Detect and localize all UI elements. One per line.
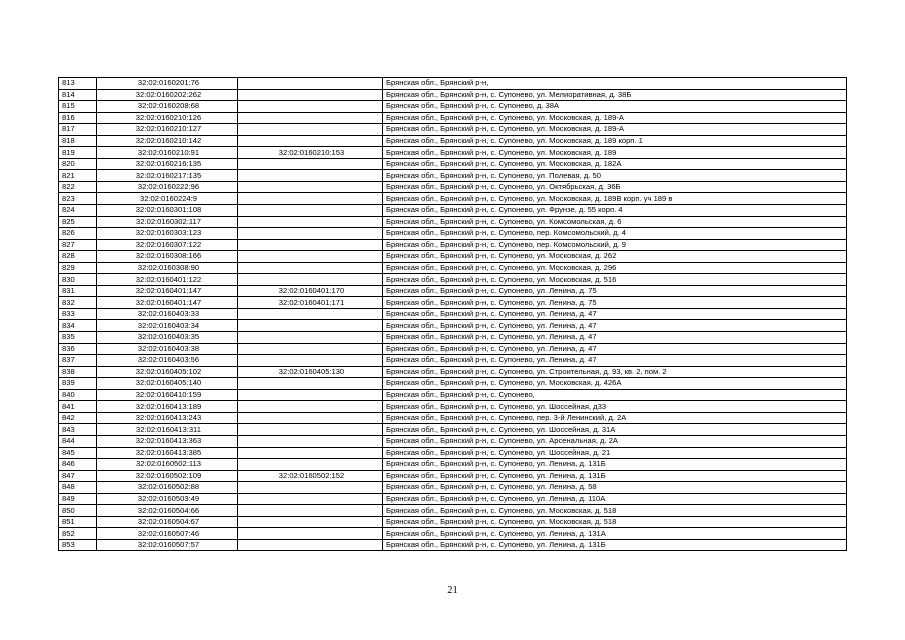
linked-cadastral-number-cell [238,101,383,113]
row-number-cell: 813 [59,78,97,90]
table-row [59,470,847,482]
table-row [59,378,847,390]
linked-cadastral-number-cell [238,216,383,228]
table-row [59,493,847,505]
table-row [59,297,847,309]
table-row [59,343,847,355]
table-row [59,274,847,286]
linked-cadastral-number-cell [238,528,383,540]
row-number-cell: 824 [59,205,97,217]
cadastral-number-cell: 32:02:0160403:33 [97,308,238,320]
cadastral-number-cell: 32:02:0160210:142 [97,135,238,147]
row-number-cell: 834 [59,320,97,332]
cadastral-number-cell: 32:02:0160210:91 [97,147,238,159]
row-number-cell: 816 [59,112,97,124]
linked-cadastral-number-cell [238,308,383,320]
address-cell: Брянская обл., Брянский р-н, с. Супонево, ул. Ленина, д. 131Б [383,470,847,482]
address-cell: Брянская обл., Брянский р-н, с. Супонево, ул. Ленина, д. 47 [383,308,847,320]
cadastral-number-cell: 32:02:0160502:109 [97,470,238,482]
table-row [59,412,847,424]
table-row [59,320,847,332]
linked-cadastral-number-cell [238,378,383,390]
row-number-cell: 842 [59,412,97,424]
cadastral-number-cell: 32:02:0160308:166 [97,251,238,263]
linked-cadastral-number-cell [238,274,383,286]
address-cell: Брянская обл., Брянский р-н, с. Супонево, пер. Комсомольский, д. 9 [383,239,847,251]
linked-cadastral-number-cell [238,181,383,193]
linked-cadastral-number-cell [238,239,383,251]
address-cell: Брянская обл., Брянский р-н, с. Супонево, ул. Ленина, д. 131Б [383,539,847,551]
cadastral-number-cell: 32:02:0160504:66 [97,505,238,517]
cadastral-number-cell: 32:02:0160502:113 [97,459,238,471]
linked-cadastral-number-cell [238,135,383,147]
table-row [59,435,847,447]
row-number-cell: 823 [59,193,97,205]
cadastral-number-cell: 32:02:0160413:243 [97,412,238,424]
linked-cadastral-number-cell [238,205,383,217]
row-number-cell: 827 [59,239,97,251]
linked-cadastral-number-cell: 32:02:0160401:170 [238,285,383,297]
row-number-cell: 836 [59,343,97,355]
linked-cadastral-number-cell: 32:02:0160401:171 [238,297,383,309]
table-row [59,528,847,540]
address-cell: Брянская обл., Брянский р-н, с. Супонево, ул. Московская, д. 262 [383,251,847,263]
linked-cadastral-number-cell [238,320,383,332]
cadastral-number-cell: 32:02:0160210:126 [97,112,238,124]
address-cell: Брянская обл., Брянский р-н, с. Супонево, [383,389,847,401]
table-row [59,285,847,297]
table-row [59,239,847,251]
table-row [59,516,847,528]
table-row [59,389,847,401]
property-registry-table [58,77,847,551]
cadastral-number-cell: 32:02:0160216:135 [97,158,238,170]
cadastral-number-cell: 32:02:0160224:9 [97,193,238,205]
address-cell: Брянская обл., Брянский р-н, с. Супонево, ул. Арсенальная, д. 2А [383,435,847,447]
address-cell: Брянская обл., Брянский р-н, с. Супонево, ул. Ленина, д. 47 [383,343,847,355]
row-number-cell: 814 [59,89,97,101]
linked-cadastral-number-cell [238,389,383,401]
linked-cadastral-number-cell [238,251,383,263]
row-number-cell: 853 [59,539,97,551]
address-cell: Брянская обл., Брянский р-н, с. Супонево, ул. Московская, д. 518 [383,516,847,528]
table-row [59,366,847,378]
cadastral-number-cell: 32:02:0160208:68 [97,101,238,113]
linked-cadastral-number-cell [238,516,383,528]
row-number-cell: 843 [59,424,97,436]
cadastral-number-cell: 32:02:0160504:67 [97,516,238,528]
table-row [59,193,847,205]
address-cell: Брянская обл., Брянский р-н, с. Супонево, ул. Московская, д. 296 [383,262,847,274]
row-number-cell: 833 [59,308,97,320]
linked-cadastral-number-cell [238,493,383,505]
linked-cadastral-number-cell [238,447,383,459]
linked-cadastral-number-cell [238,539,383,551]
row-number-cell: 846 [59,459,97,471]
row-number-cell: 826 [59,228,97,240]
table-row [59,424,847,436]
row-number-cell: 840 [59,389,97,401]
address-cell: Брянская обл., Брянский р-н, с. Супонево, ул. Ленина, д. 58 [383,482,847,494]
linked-cadastral-number-cell [238,412,383,424]
cadastral-number-cell: 32:02:0160401:122 [97,274,238,286]
linked-cadastral-number-cell [238,355,383,367]
table-row [59,158,847,170]
address-cell: Брянская обл., Брянский р-н, с. Супонево, ул. Московская, д. 426А [383,378,847,390]
linked-cadastral-number-cell [238,435,383,447]
address-cell: Брянская обл., Брянский р-н, с. Супонево, ул. Московская, д. 189-А [383,112,847,124]
cadastral-number-cell: 32:02:0160217:135 [97,170,238,182]
row-number-cell: 831 [59,285,97,297]
address-cell: Брянская обл., Брянский р-н, с. Супонево, ул. Ленина, д. 131А [383,528,847,540]
cadastral-number-cell: 32:02:0160405:102 [97,366,238,378]
row-number-cell: 819 [59,147,97,159]
table-row [59,216,847,228]
cadastral-number-cell: 32:02:0160303:123 [97,228,238,240]
row-number-cell: 851 [59,516,97,528]
linked-cadastral-number-cell [238,505,383,517]
table-row [59,308,847,320]
cadastral-number-cell: 32:02:0160405:140 [97,378,238,390]
linked-cadastral-number-cell [238,343,383,355]
cadastral-number-cell: 32:02:0160507:57 [97,539,238,551]
linked-cadastral-number-cell [238,112,383,124]
table-row [59,355,847,367]
cadastral-number-cell: 32:02:0160210:127 [97,124,238,136]
cadastral-number-cell: 32:02:0160308:90 [97,262,238,274]
row-number-cell: 817 [59,124,97,136]
linked-cadastral-number-cell [238,193,383,205]
table-row [59,205,847,217]
page-number: 21 [447,585,458,596]
row-number-cell: 832 [59,297,97,309]
row-number-cell: 837 [59,355,97,367]
address-cell: Брянская обл., Брянский р-н, с. Супонево, ул. Московская, д. 189 корп. 1 [383,135,847,147]
row-number-cell: 815 [59,101,97,113]
address-cell: Брянская обл., Брянский р-н, с. Супонево, ул. Фрунзе, д. 55 корп. 4 [383,205,847,217]
address-cell: Брянская обл., Брянский р-н, с. Супонево, ул. Московская, д. 189-А [383,124,847,136]
row-number-cell: 821 [59,170,97,182]
table-row [59,135,847,147]
linked-cadastral-number-cell [238,482,383,494]
row-number-cell: 841 [59,401,97,413]
address-cell: Брянская обл., Брянский р-н, с. Супонево, пер. Комсомольский, д. 4 [383,228,847,240]
address-cell: Брянская обл., Брянский р-н, с. Супонево, ул. Мелиоративная, д. 38Б [383,89,847,101]
cadastral-number-cell: 32:02:0160502:88 [97,482,238,494]
address-cell: Брянская обл., Брянский р-н, с. Супонево, ул. Октябрьская, д. 36Б [383,181,847,193]
row-number-cell: 825 [59,216,97,228]
address-cell: Брянская обл., Брянский р-н, с. Супонево, ул. Ленина, д. 110А [383,493,847,505]
table-row [59,459,847,471]
cadastral-number-cell: 32:02:0160503:49 [97,493,238,505]
cadastral-number-cell: 32:02:0160403:35 [97,332,238,344]
cadastral-number-cell: 32:02:0160413:311 [97,424,238,436]
address-cell: Брянская обл., Брянский р-н, с. Супонево, ул. Шоссейная, д. 21 [383,447,847,459]
linked-cadastral-number-cell [238,89,383,101]
cadastral-number-cell: 32:02:0160413:385 [97,447,238,459]
cadastral-number-cell: 32:02:0160413:189 [97,401,238,413]
row-number-cell: 850 [59,505,97,517]
row-number-cell: 830 [59,274,97,286]
cadastral-number-cell: 32:02:0160403:38 [97,343,238,355]
linked-cadastral-number-cell [238,332,383,344]
linked-cadastral-number-cell [238,124,383,136]
table-row [59,78,847,90]
table-row [59,89,847,101]
address-cell: Брянская обл., Брянский р-н, с. Супонево, ул. Ленина, д. 75 [383,285,847,297]
address-cell: Брянская обл., Брянский р-н, с. Супонево, пер. 3-й Ленинский, д. 2А [383,412,847,424]
cadastral-number-cell: 32:02:0160401:147 [97,297,238,309]
cadastral-number-cell: 32:02:0160403:34 [97,320,238,332]
row-number-cell: 849 [59,493,97,505]
address-cell: Брянская обл., Брянский р-н, с. Супонево, ул. Шоссейная, д. 31А [383,424,847,436]
row-number-cell: 829 [59,262,97,274]
table-row [59,147,847,159]
linked-cadastral-number-cell [238,459,383,471]
table-row [59,170,847,182]
row-number-cell: 844 [59,435,97,447]
address-cell: Брянская обл., Брянский р-н, с. Супонево, ул. Московская, д. 189В корп. уч 189 в [383,193,847,205]
address-cell: Брянская обл., Брянский р-н, с. Супонево, ул. Московская, д. 516 [383,274,847,286]
address-cell: Брянская обл., Брянский р-н, с. Супонево, д. 38А [383,101,847,113]
address-cell: Брянская обл., Брянский р-н, с. Супонево, ул. Московская, д. 189 [383,147,847,159]
address-cell: Брянская обл., Брянский р-н, с. Супонево, ул. Ленина, д. 47 [383,332,847,344]
row-number-cell: 848 [59,482,97,494]
cadastral-number-cell: 32:02:0160403:56 [97,355,238,367]
linked-cadastral-number-cell [238,228,383,240]
row-number-cell: 835 [59,332,97,344]
address-cell: Брянская обл., Брянский р-н, с. Супонево, ул. Московская, д. 182А [383,158,847,170]
address-cell: Брянская обл., Брянский р-н, с. Супонево, ул. Ленина, д. 47 [383,320,847,332]
table-row [59,539,847,551]
table-row [59,482,847,494]
row-number-cell: 820 [59,158,97,170]
table-row [59,332,847,344]
row-number-cell: 828 [59,251,97,263]
table-row [59,262,847,274]
address-cell: Брянская обл., Брянский р-н, с. Супонево, ул. Московская, д. 518 [383,505,847,517]
row-number-cell: 845 [59,447,97,459]
cadastral-number-cell: 32:02:0160201:76 [97,78,238,90]
table-row [59,124,847,136]
table-row [59,101,847,113]
table-row [59,112,847,124]
linked-cadastral-number-cell: 32:02:0160405:130 [238,366,383,378]
row-number-cell: 847 [59,470,97,482]
row-number-cell: 822 [59,181,97,193]
cadastral-number-cell: 32:02:0160413:363 [97,435,238,447]
cadastral-number-cell: 32:02:0160202:262 [97,89,238,101]
linked-cadastral-number-cell [238,158,383,170]
linked-cadastral-number-cell: 32:02:0160502:152 [238,470,383,482]
table-row [59,447,847,459]
address-cell: Брянская обл., Брянский р-н, с. Супонево, ул. Ленина, д. 75 [383,297,847,309]
linked-cadastral-number-cell [238,401,383,413]
row-number-cell: 839 [59,378,97,390]
address-cell: Брянская обл., Брянский р-н, с. Супонево, ул. Строительная, д. 93, кв. 2, пом. 2 [383,366,847,378]
row-number-cell: 818 [59,135,97,147]
cadastral-number-cell: 32:02:0160401:147 [97,285,238,297]
address-cell: Брянская обл., Брянский р-н, с. Супонево, ул. Полевая, д. 50 [383,170,847,182]
linked-cadastral-number-cell [238,424,383,436]
cadastral-number-cell: 32:02:0160410:159 [97,389,238,401]
table-body [59,78,847,551]
table-row [59,251,847,263]
table-row [59,181,847,193]
cadastral-number-cell: 32:02:0160301:108 [97,205,238,217]
cadastral-number-cell: 32:02:0160222:96 [97,181,238,193]
linked-cadastral-number-cell: 32:02:0160210:153 [238,147,383,159]
linked-cadastral-number-cell [238,170,383,182]
table-row [59,505,847,517]
address-cell: Брянская обл., Брянский р-н, [383,78,847,90]
address-cell: Брянская обл., Брянский р-н, с. Супонево, ул. Комсомольская, д. 6 [383,216,847,228]
linked-cadastral-number-cell [238,262,383,274]
cadastral-number-cell: 32:02:0160307:122 [97,239,238,251]
address-cell: Брянская обл., Брянский р-н, с. Супонево, ул. Шоссейная, д33 [383,401,847,413]
linked-cadastral-number-cell [238,78,383,90]
table-row [59,228,847,240]
address-cell: Брянская обл., Брянский р-н, с. Супонево, ул. Ленина, д. 47 [383,355,847,367]
cadastral-number-cell: 32:02:0160302:117 [97,216,238,228]
table-row [59,401,847,413]
address-cell: Брянская обл., Брянский р-н, с. Супонево, ул. Ленина, д. 131Б [383,459,847,471]
row-number-cell: 838 [59,366,97,378]
row-number-cell: 852 [59,528,97,540]
cadastral-number-cell: 32:02:0160507:46 [97,528,238,540]
